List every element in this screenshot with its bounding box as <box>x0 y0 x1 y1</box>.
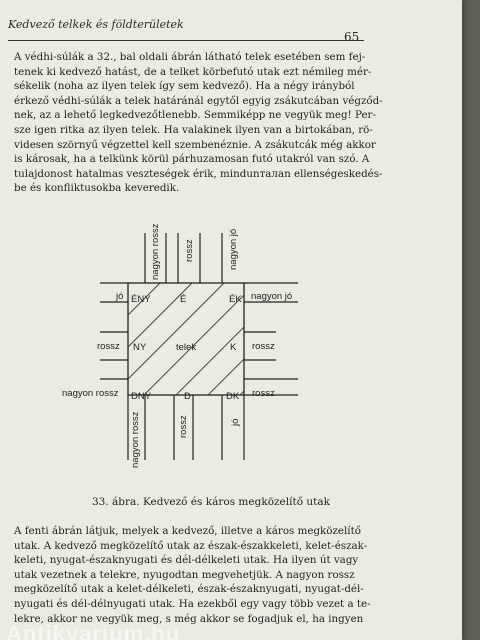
paragraph-2 <box>14 524 371 626</box>
text-line: utak vezetnek a telekre, nyugodtan megvehetjük. A nagyon rossz <box>14 568 355 581</box>
figure-caption: 33. ábra. Kedvező és káros megközelítő utak <box>92 496 330 508</box>
text-line: nek, az a lehető legkedvezőtlenebb. Semmiképp ne vegyük meg! Per- <box>14 109 376 122</box>
text-line: megközelítő utak a kelet-délkeleti, észak-északnyugati, nyugat-dél- <box>14 583 364 596</box>
text-line: videsen szörnyű végzettel kell szembenéznie. A zsákutcák még akkor <box>14 138 376 151</box>
road-label-left-lower: nagyon rossz <box>62 388 119 399</box>
corner-label-ne: ÉK <box>229 294 242 305</box>
text-line: sze igen ritka az ilyen telek. Ha valakinek ilyen van a birtokában, rö- <box>14 123 373 136</box>
center-label: telek <box>176 342 197 353</box>
corner-label-e: K <box>230 342 237 353</box>
road-label-left-upper: jó <box>116 291 124 302</box>
road-label-bottom-3: jó <box>230 418 241 426</box>
header-rule <box>8 40 364 41</box>
road-label-top-3: nagyon jó <box>228 228 239 270</box>
text-line: tenek ki kedvező hatást, de a telket körbefutó utak ezt némileg mér- <box>14 65 372 78</box>
running-title: Kedvező telkek és földterületek <box>8 18 184 31</box>
text-line: A fenti ábrán látjuk, melyek a kedvező, illetve a káros megközelítő <box>14 525 361 537</box>
text-line: is károsak, ha a telkünk körül párhuzamosan futó utakról van szó. A <box>14 153 370 166</box>
road-label-right-upper: nagyon jó <box>251 291 293 302</box>
corner-label-s: D <box>184 391 191 402</box>
text-line: sékelik (noha az ilyen telek így sem kedvező). Ha a négy irányból <box>14 80 355 93</box>
corner-label-n: É <box>180 294 187 305</box>
corner-label-w: NY <box>133 342 147 353</box>
road-label-bottom-2: rossz <box>178 415 189 438</box>
corner-label-se: DK <box>226 391 240 402</box>
text-line: tulajdonost hatalmas veszteségek érik, mindunталan ellenségeskedés- <box>14 167 383 180</box>
corner-label-sw: DNY <box>131 391 152 402</box>
watermark: Antikvarium.hu <box>6 621 181 640</box>
road-label-right-lower: rossz <box>252 388 275 399</box>
text-line: érkező védhi-súlák a telek határánál egytől egyig zsákutcában végződ- <box>14 94 383 107</box>
road-label-top-1: nagyon rossz <box>150 223 161 280</box>
road-label-left-middle: rossz <box>97 341 120 352</box>
corner-label-nw: ÉNY <box>131 294 151 305</box>
page-number: 65 <box>344 30 360 44</box>
road-diagram <box>0 220 462 470</box>
road-label-top-2: rossz <box>184 239 195 262</box>
text-line: nyugati és dél-délnyugati utak. Ha ezekből egy vagy több vezet a te- <box>14 597 371 610</box>
text-line: be és konfliktusokba keveredik. <box>14 182 180 195</box>
road-label-bottom-1: nagyon rossz <box>130 411 141 468</box>
text-line: lekre, akkor ne vegyük meg, s még akkor se fogadjuk el, ha ingyen <box>14 612 364 625</box>
text-line: keleti, nyugat-északnyugati és dél-délkeleti utak. Ha ilyen út vagy <box>14 554 359 567</box>
text-line: utak. A kedvező megközelítő utak az észak-északkeleti, kelet-észak- <box>14 539 368 552</box>
road-label-right-middle: rossz <box>252 341 275 352</box>
text-line: A védhi-súlák a 32., bal oldali ábrán látható telek esetében sem fej- <box>14 51 366 63</box>
paragraph-1 <box>14 50 383 196</box>
